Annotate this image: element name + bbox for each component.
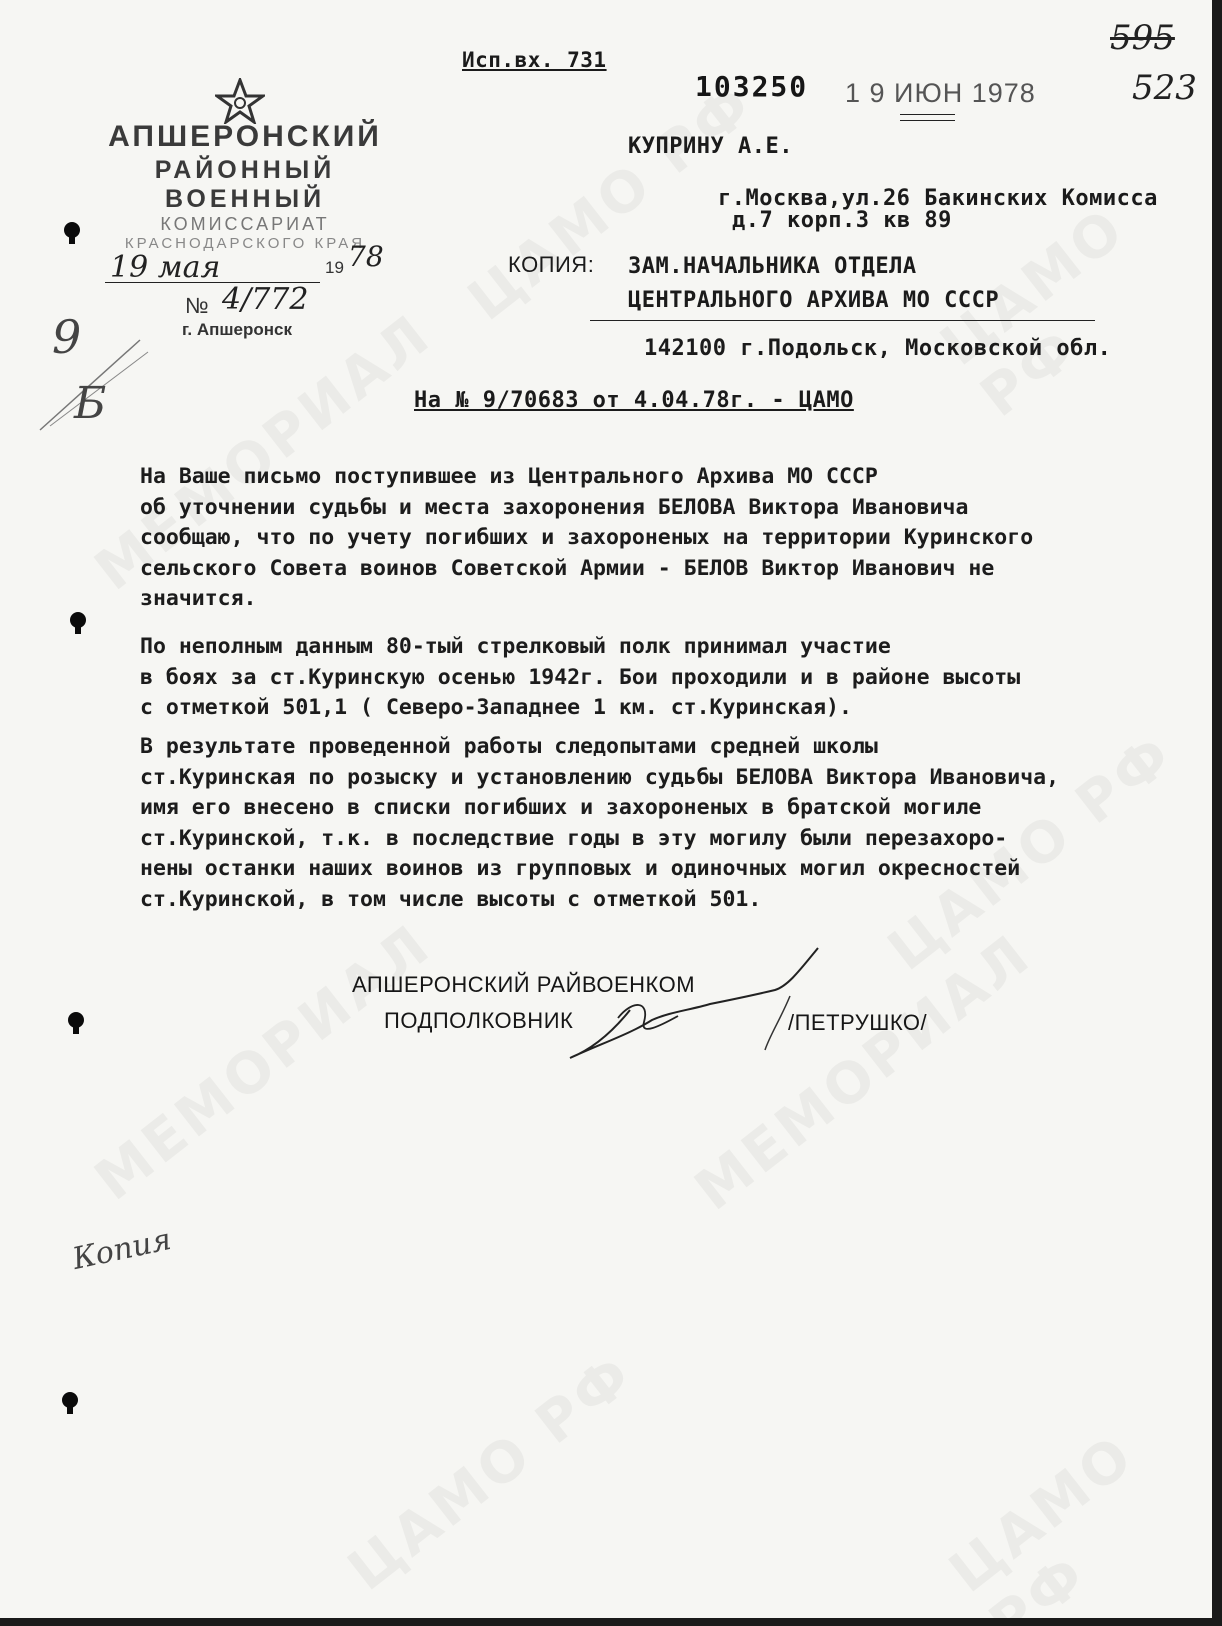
recipient-address-line-1: г.Москва,ул.26 Бакинских Комисса (718, 186, 1158, 211)
stamp-year-printed: 19 (325, 258, 344, 277)
signature-title-line-2: ПОДПОЛКОВНИК (384, 1008, 574, 1033)
recipient-name: КУПРИНУ А.Е. (628, 134, 793, 159)
body-paragraph (140, 732, 1200, 915)
stamp-date-handwritten: 19 мая (110, 250, 221, 285)
margin-note: Б (74, 378, 107, 429)
registration-date-stamp: 1 9 ИЮН 1978 (845, 78, 1036, 108)
body-line: ст.Куринской, т.к. в последствие годы в эту могилу были перезахоро- (140, 825, 1008, 851)
stamp-line-2: РАЙОННЫЙ ВОЕННЫЙ (154, 156, 336, 213)
body-line: По неполным данным 80-тый стрелковый полк принимал участие (140, 634, 891, 659)
handwritten-signature (560, 940, 860, 1070)
punch-hole (62, 1392, 78, 1408)
watermark (336, 1341, 646, 1603)
copy-label: КОПИЯ: (508, 252, 595, 277)
body-line: с отметкой 501,1 ( Северо-Западнее 1 км. ст.Куринская). (140, 695, 852, 720)
body-line: об уточнении судьбы и места захоронения БЕЛОВА Виктора Ивановича (140, 494, 969, 520)
date-underline (900, 114, 955, 115)
registration-number: 103250 (695, 70, 809, 103)
date-underline (900, 120, 955, 121)
archive-number-new: 523 (1132, 68, 1197, 108)
body-paragraph (140, 632, 1200, 724)
body-line: в боях за ст.Куринскую осенью 1942г. Бои проходили и в районе высоты (140, 664, 1021, 690)
body-paragraph (140, 462, 1200, 615)
signatory-name: /ПЕТРУШКО/ (788, 1010, 928, 1035)
archive-number-old: 595 (1110, 18, 1175, 58)
body-line: ст.Куринская по розыску и установлению судьбы БЕЛОВА Виктора Ивановича, (140, 764, 1060, 790)
stamp-line-4: КРАСНОДАРСКОГО КРАЯ (124, 235, 366, 252)
stamp-city: г. Апшеронск (182, 320, 292, 339)
star-emblem-icon (215, 78, 265, 124)
margin-note: Копия (69, 1222, 175, 1277)
body-line: ст.Куринской, в том числе высоты с отметкой 501. (140, 886, 762, 912)
watermark (83, 912, 444, 1214)
margin-note: 9 (52, 310, 82, 364)
recipient-address-line-2: д.7 корп.3 кв 89 (732, 208, 952, 233)
punch-hole (64, 222, 80, 238)
body-line: имя его внесено в списки погибших и захороненых в братской могиле (140, 795, 982, 820)
copy-recipient-line-2: ЦЕНТРАЛЬНОГО АРХИВА МО СССР (628, 288, 1000, 313)
body-line: нены останки наших воинов из групповых и одиночных могил окресностей (140, 856, 1021, 881)
subject-line: На № 9/70683 от 4.04.78г. - ЦАМО (414, 388, 854, 413)
stamp-number-prefix: № (185, 293, 209, 318)
stamp-number-handwritten: 4/772 (222, 282, 309, 317)
signature-title-line-1: АПШЕРОНСКИЙ РАЙВОЕНКОМ (352, 972, 696, 997)
punch-hole (68, 1012, 84, 1028)
stamp-line-3: КОМИССАРИАТ (160, 214, 330, 234)
copy-address: 142100 г.Подольск, Московской обл. (644, 336, 1112, 361)
incoming-reference: Исп.вх. 731 (462, 48, 607, 72)
body-line: В результате проведенной работы следопытами средней школы (140, 734, 878, 759)
body-line: На Ваше письмо поступившее из Центрального Архива МО СССР (140, 464, 878, 489)
stamp-year-handwritten: 78 (348, 240, 384, 273)
copy-divider (590, 320, 1095, 321)
watermark (938, 1393, 1212, 1618)
body-line: сельского Совета воинов Советской Армии - БЕЛОВ Виктор Иванович не (140, 555, 995, 581)
body-line: сообщаю, что по учету погибших и захороненых на территории Куринского (140, 525, 1034, 550)
stamp-line-1: АПШЕРОНСКИЙ (108, 120, 382, 153)
military-commissariat-stamp (95, 120, 395, 252)
body-line: значится. (140, 586, 257, 611)
copy-recipient-line-1: ЗАМ.НАЧАЛЬНИКА ОТДЕЛА (628, 254, 917, 279)
punch-hole (70, 612, 86, 628)
